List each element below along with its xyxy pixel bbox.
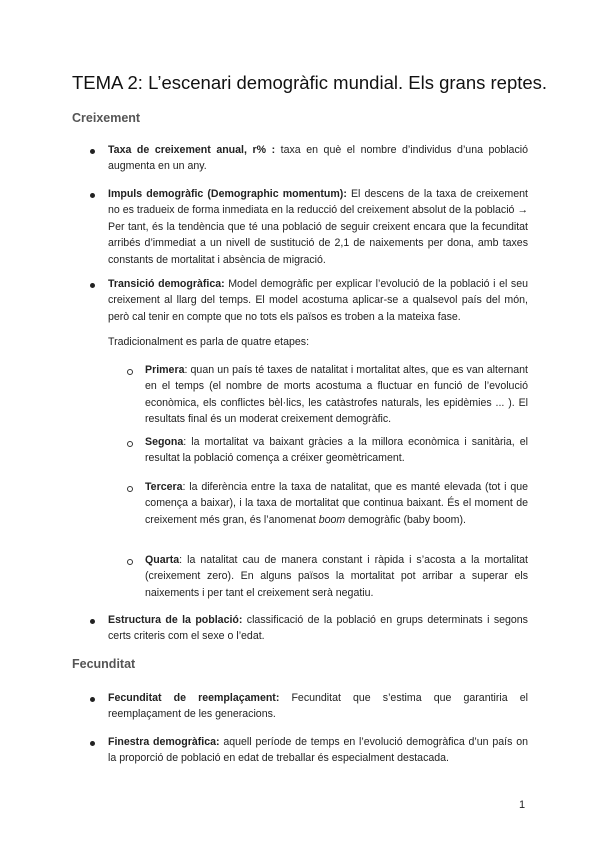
emphasis-boom: boom — [318, 513, 346, 526]
term: Transició demogràfica: — [108, 278, 225, 290]
term: Quarta — [145, 554, 180, 566]
definition: El descens de la taxa de creixement no es tradueix de forma inmediata en la reducció del creixement absolut de la població → Per tant, és la tendència que té una població de seguir creixent encara que la fecunditat arribés d’immediat a un nivell de sustitució de 2,1 de naixements per dona, amb taxes constants de mortalitat i absència de migració. — [108, 188, 528, 266]
term: Tercera — [145, 481, 183, 493]
section-heading-fecunditat: Fecunditat — [72, 657, 136, 671]
definition: : la mortalitat va baixant gràcies a la millora econòmica i sanitària, el resultat la població comença a créixer geomètricament. — [145, 436, 528, 465]
definition: : la natalitat cau de manera constant i ràpida i s’acosta a la mortalitat (creixement zero). En alguns països la mortalitat pot arribar a superar els naixements i per tant el creixement serà negatiu. — [145, 554, 528, 599]
stages-intro: Tradicionalment es parla de quatre etapes: — [108, 336, 310, 348]
bullet-icon — [90, 193, 95, 198]
definition: aquell període de temps en l’evolució demogràfica d’un país on la proporció de població en edat de treballar és especialment destacada. — [108, 736, 528, 765]
list-item-estructura-poblacio — [108, 612, 528, 645]
definition: taxa en què el nombre d’individus d’una població augmenta en un any. — [108, 144, 528, 173]
circle-bullet-icon — [127, 559, 133, 565]
list-item-impuls-demografic — [108, 186, 528, 268]
page-number: 1 — [519, 799, 526, 811]
term: Segona — [145, 436, 184, 448]
definition: Model demogràfic per explicar l’evolució de la població i el seu creixement al llarg del temps. El model acostuma aplicar-se a qualsevol país del món, però cal tenir en compte que no tots els països es troben a la mateixa fase. — [108, 278, 528, 323]
definition: : quan un país té taxes de natalitat i mortalitat altes, que es van alternant en el temps (el nombre de morts acostuma a fluctuar en funció de l’evolució econòmica, els conflictes bèl·lics, les catàstrofes naturals, les epidèmies ... ). El resultats final és un moderat creixement demogràfic. — [145, 364, 528, 426]
list-item-finestra-demografica — [108, 734, 528, 767]
term: Primera — [145, 364, 185, 376]
term: Fecunditat de reemplaçament: — [108, 692, 280, 704]
page-title: TEMA 2: L’escenari demogràfic mundial. Els grans reptes. — [72, 72, 548, 93]
definition-end: demogràfic (baby boom). — [345, 513, 466, 526]
stage-item-tercera — [145, 479, 528, 528]
term: Estructura de la població: — [108, 614, 243, 626]
bullet-icon — [90, 697, 95, 702]
term: Finestra demogràfica: — [108, 736, 220, 748]
bullet-icon — [90, 283, 95, 288]
list-item-taxa-creixement — [108, 142, 528, 175]
stage-item-primera — [145, 362, 528, 428]
definition: Fecunditat que s’estima que garantiria el reemplaçament de les generacions. — [108, 692, 528, 721]
stage-item-quarta — [145, 552, 528, 601]
definition: : la diferència entre la taxa de natalitat, que es manté elevada (tot i que comença a baixar), i la taxa de mortalitat que continua baixant. És el moment de creixement més gran, és l’anomenat — [145, 481, 528, 526]
bullet-icon — [90, 149, 95, 154]
term: Taxa de creixement anual, r% : — [108, 144, 276, 156]
section-heading-creixement: Creixement — [72, 111, 141, 125]
definition: classificació de la població en grups determinats i segons certs criteris com el sexe o l’edat. — [108, 614, 528, 643]
term: Impuls demogràfic (Demographic momentum): — [108, 188, 347, 200]
circle-bullet-icon — [127, 486, 133, 492]
bullet-icon — [90, 619, 95, 624]
circle-bullet-icon — [127, 369, 133, 375]
list-item-fecunditat-reemplacament — [108, 690, 528, 723]
stage-item-segona — [145, 434, 528, 467]
circle-bullet-icon — [127, 441, 133, 447]
bullet-icon — [90, 741, 95, 746]
list-item-transicio-demografica — [108, 276, 528, 325]
